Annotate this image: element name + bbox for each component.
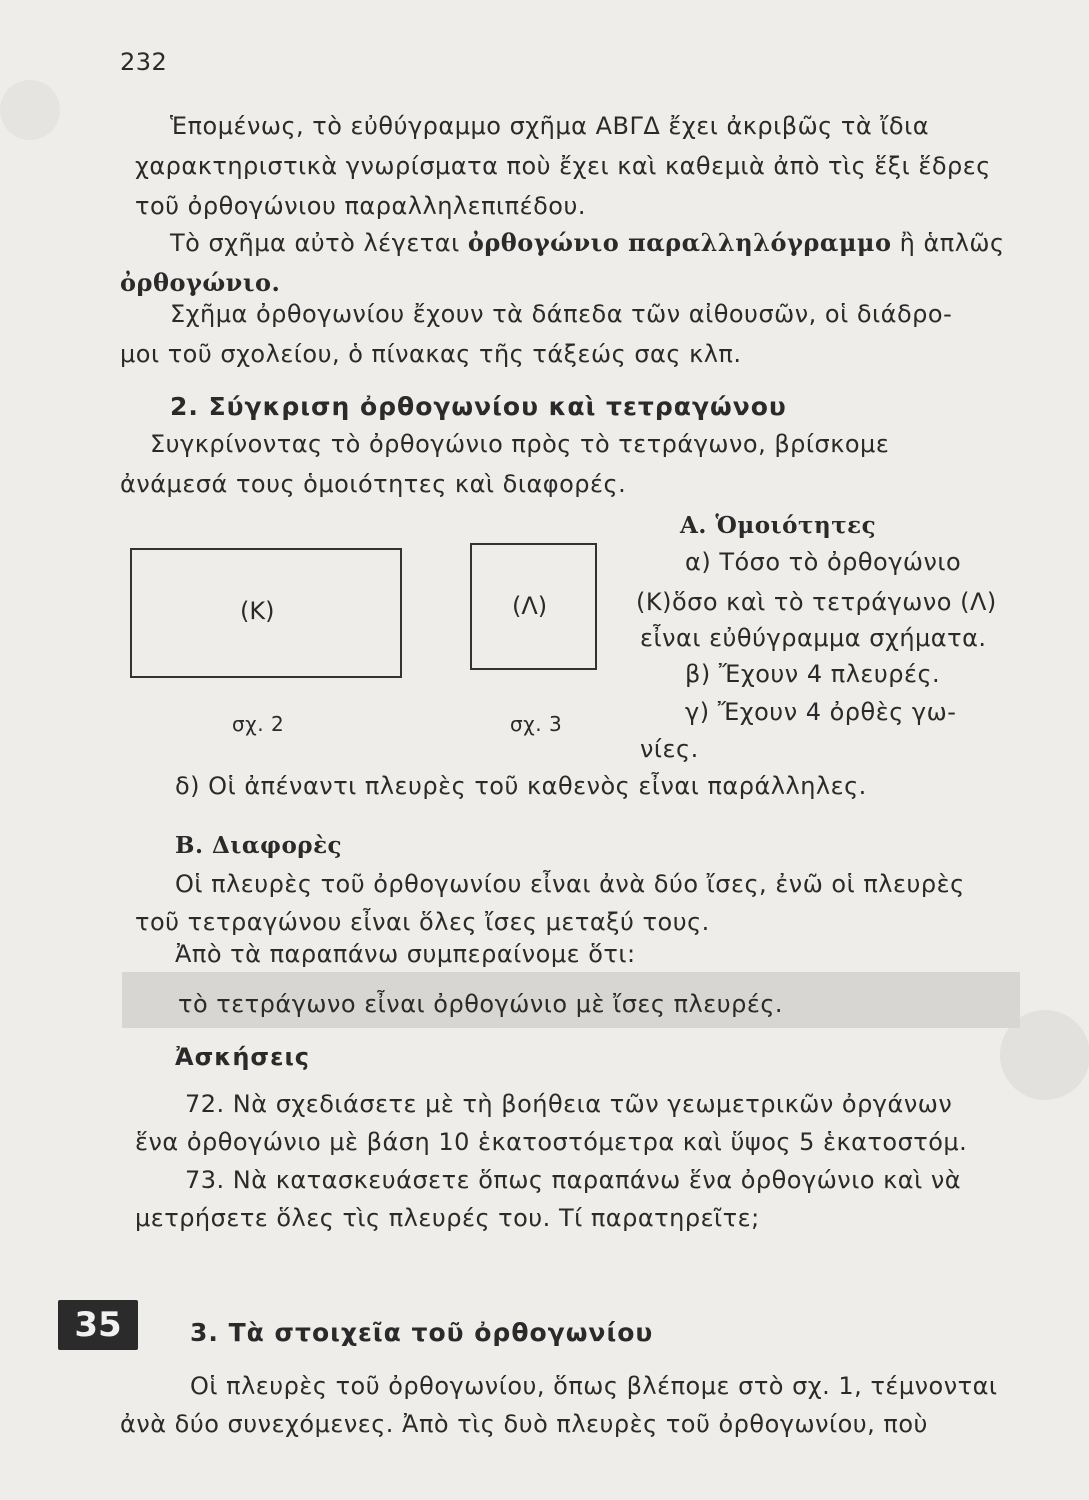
para1-line1: Ἑπομένως, τὸ εὐθύγραμμο σχῆμα ΑΒΓΔ ἔχει ἀκριβῶς τὰ ἴδια — [170, 112, 930, 140]
similarity-a-line2: (Κ)ὅσο καὶ τὸ τετράγωνο (Λ) — [636, 588, 997, 616]
exercise-73-line2: μετρήσετε ὅλες τὶς πλευρές του. Τί παρατηρεῖτε; — [135, 1204, 760, 1232]
term-orthogonal: ὀρθογώνιο. — [120, 268, 281, 297]
differences-heading: Β. Διαφορὲς — [175, 832, 343, 859]
similarity-d: δ) Οἱ ἀπέναντι πλευρὲς τοῦ καθενὸς εἶναι παράλληλες. — [175, 772, 867, 800]
para1-line3: τοῦ ὀρθογώνιου παραλληλεπιπέδου. — [135, 192, 586, 220]
section2-intro-line2: ἀνάμεσά τους ὁμοιότητες καὶ διαφορές. — [120, 470, 627, 498]
section3-line2: ἀνὰ δύο συνεχόμενες. Ἀπὸ τὶς δυὸ πλευρὲς τοῦ ὀρθογωνίου, ποὺ — [120, 1410, 928, 1438]
section2-heading: 2. Σύγκριση ὀρθογωνίου καὶ τετραγώνου — [170, 392, 787, 421]
para1-line2: χαρακτηριστικὰ γνωρίσματα ποὺ ἔχει καὶ καθεμιὰ ἀπὸ τὶς ἕξι ἕδρες — [135, 152, 991, 180]
para2-line1 — [170, 228, 1005, 257]
exercises-heading: Ἀσκήσεις — [175, 1043, 311, 1071]
para2-mid: ἢ ἁπλῶς — [891, 229, 1005, 257]
figure3-caption: σχ. 3 — [510, 712, 563, 736]
exercise-73-line1: 73. Νὰ κατασκευάσετε ὅπως παραπάνω ἕνα ὀρθογώνιο καὶ νὰ — [185, 1166, 962, 1194]
similarity-c-line1: γ) Ἔχουν 4 ὀρθὲς γω- — [685, 698, 957, 726]
similarity-c-line2: νίες. — [640, 735, 699, 763]
figure2-caption: σχ. 2 — [232, 712, 285, 736]
para3-line1: Σχῆμα ὀρθογωνίου ἔχουν τὰ δάπεδα τῶν αἰθουσῶν, οἱ διάδρο- — [170, 300, 953, 328]
conclusion-intro: Ἀπὸ τὰ παραπάνω συμπεραίνομε ὅτι: — [175, 940, 636, 968]
section3-line1: Οἱ πλευρὲς τοῦ ὀρθογωνίου, ὅπως βλέπομε στὸ σχ. 1, τέμνονται — [190, 1372, 998, 1400]
exercise-72-line1: 72. Νὰ σχεδιάσετε μὲ τὴ βοήθεια τῶν γεωμετρικῶν ὀργάνων — [185, 1090, 953, 1118]
differences-line1: Οἱ πλευρὲς τοῦ ὀρθογωνίου εἶναι ἀνὰ δύο ἴσες, ἐνῶ οἱ πλευρὲς — [175, 870, 965, 898]
similarity-a-line3: εἶναι εὐθύγραμμα σχήματα. — [640, 624, 987, 652]
similarities-heading: Α. Ὁμοιότητες — [680, 512, 877, 539]
conclusion-statement: τὸ τετράγωνο εἶναι ὀρθογώνιο μὲ ἴσες πλευρές. — [178, 990, 784, 1018]
rectangle-label: (Κ) — [240, 597, 275, 625]
term-orthogonal-parallelogram: ὀρθογώνιο παραλληλόγραμμο — [467, 228, 892, 257]
lesson-number-badge: 35 — [58, 1300, 138, 1350]
exercise-72-line2: ἕνα ὀρθογώνιο μὲ βάση 10 ἑκατοστόμετρα καὶ ὕψος 5 ἑκατοστόμ. — [135, 1128, 968, 1156]
page-number: 232 — [120, 48, 168, 76]
para2-lead: Τὸ σχῆμα αὐτὸ λέγεται — [170, 229, 468, 257]
differences-line2: τοῦ τετραγώνου εἶναι ὅλες ἴσες μεταξύ τους. — [135, 908, 710, 936]
para3-line2: μοι τοῦ σχολείου, ὁ πίνακας τῆς τάξεώς σας κλπ. — [120, 340, 742, 368]
section3-heading: 3. Τὰ στοιχεῖα τοῦ ὀρθογωνίου — [190, 1318, 654, 1347]
page-smudge — [0, 80, 60, 140]
similarity-a-line1: α) Τόσο τὸ ὀρθογώνιο — [685, 548, 962, 576]
square-label: (Λ) — [512, 592, 548, 620]
similarity-b: β) Ἔχουν 4 πλευρές. — [685, 660, 941, 688]
section2-intro-line1: Συγκρίνοντας τὸ ὀρθογώνιο πρὸς τὸ τετράγωνο, βρίσκομε — [150, 430, 890, 458]
